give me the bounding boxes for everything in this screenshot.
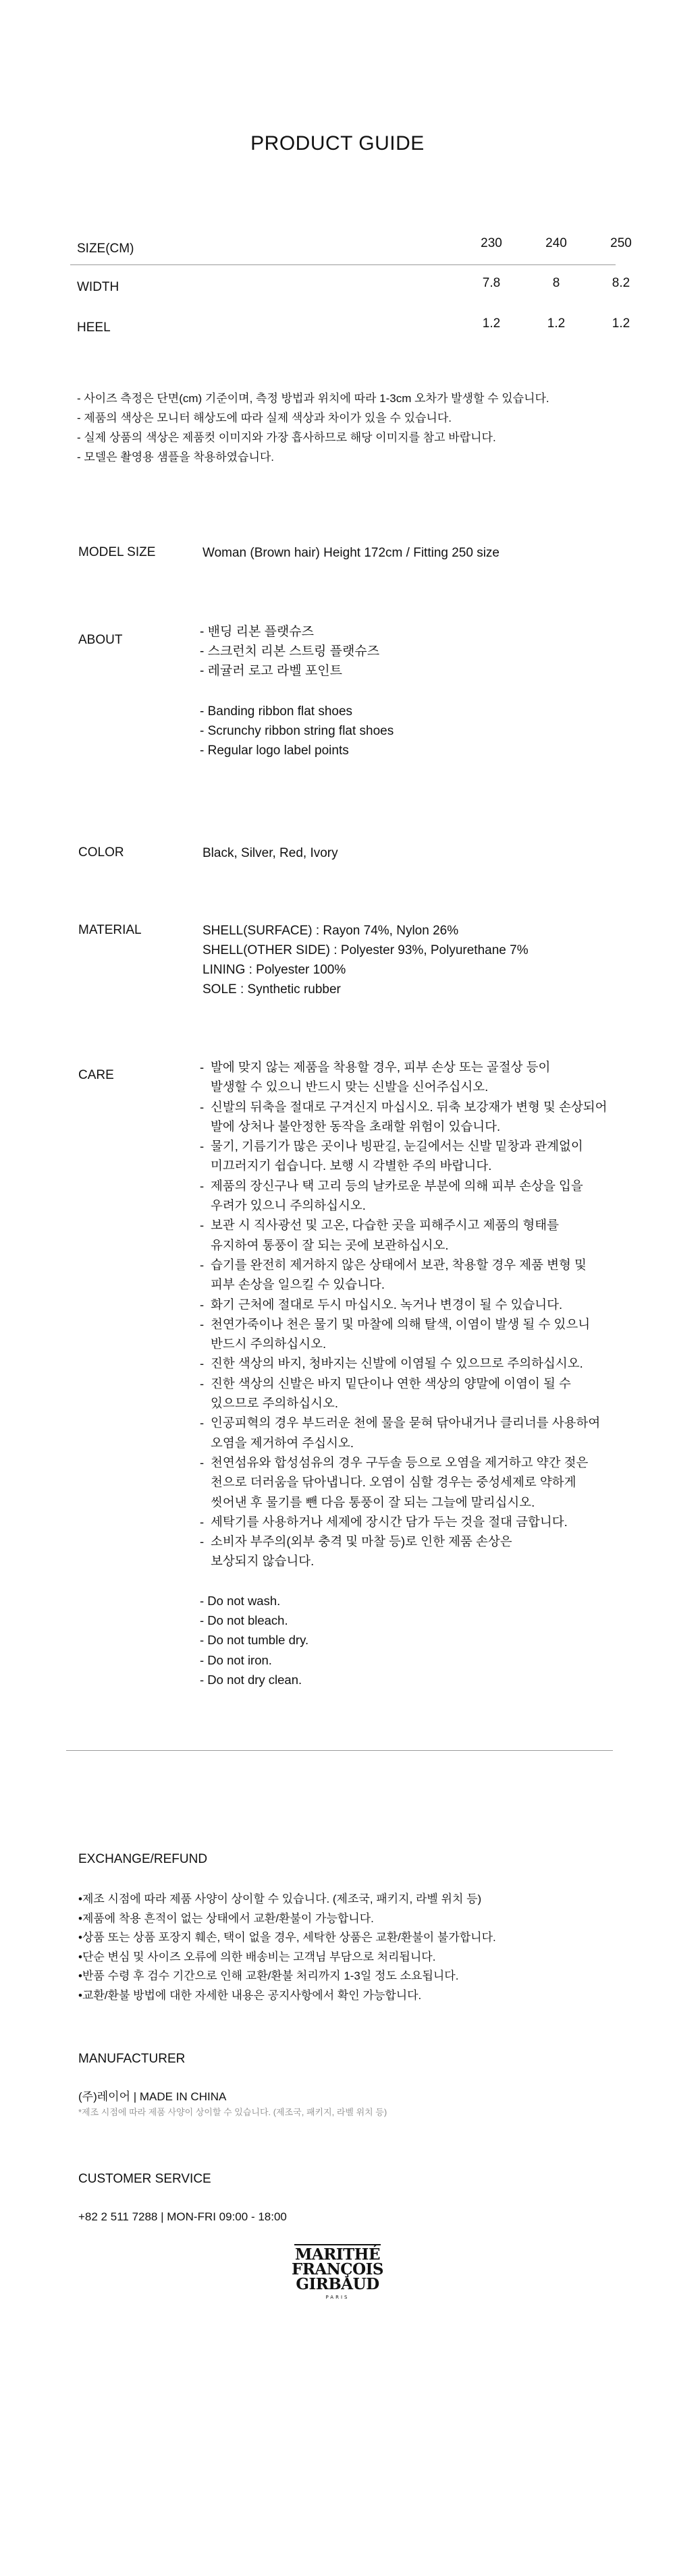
care-line: 반드시 주의하십시오. — [211, 1337, 327, 1351]
care-line: 소비자 부주의(외부 충격 및 마찰 등)로 인한 제품 손상은 — [211, 1534, 512, 1549]
care-item: - 물기, 기름기가 많은 곳이나 빙판길, 눈길에서는 신발 밑창과 관계없이 미끄러지기 쉽습니다. 보행 시 각별한 주의 바랍니다. — [200, 1136, 618, 1176]
about-list-english — [200, 702, 394, 760]
about-label: ABOUT — [78, 633, 123, 647]
care-item: - 세탁기를 사용하거나 세제에 장시간 담가 두는 것을 절대 금합니다. — [200, 1512, 618, 1532]
list-item: - 밴딩 리본 플랫슈즈 — [200, 625, 314, 639]
care-line: 천연가죽이나 천은 물기 및 마찰에 의해 탈색, 이염이 발생 될 수 있으니 — [211, 1316, 591, 1331]
logo-line: GIRBAUD — [296, 2275, 379, 2293]
model-size-label: MODEL SIZE — [78, 545, 156, 559]
care-line: 있으므로 주의하십시오. — [211, 1396, 338, 1411]
manufacturer-label: MANUFACTURER — [78, 2052, 186, 2066]
exchange-label: EXCHANGE/REFUND — [78, 1852, 208, 1866]
list-item: - 레귤러 로고 라벨 포인트 — [200, 664, 342, 678]
material-line: SOLE : Synthetic rubber — [202, 982, 341, 997]
care-item: - 화기 근처에 절대로 두시 마십시오. 녹거나 변경이 될 수 있습니다. — [200, 1295, 618, 1314]
size-header-230: 230 — [481, 236, 502, 250]
page-title: PRODUCT GUIDE — [250, 132, 425, 155]
cell-value: 1.2 — [612, 316, 630, 331]
care-line: 세탁기를 사용하거나 세제에 장시간 담가 두는 것을 절대 금합니다. — [211, 1514, 568, 1529]
care-line: 발생할 수 있으니 반드시 맞는 신발을 신어주십시오. — [211, 1080, 489, 1094]
exchange-line: •교환/환불 방법에 대한 자세한 내용은 공지사항에서 확인 가능합니다. — [78, 1988, 422, 2002]
material-line: SHELL(OTHER SIDE) : Polyester 93%, Polyurethane 7% — [202, 943, 529, 957]
care-line: 습기를 완전히 제거하지 않은 상태에서 보관, 착용할 경우 제품 변형 및 — [211, 1257, 587, 1272]
care-line: 진한 색상의 바지, 청바지는 신발에 이염될 수 있으므로 주의하십시오. — [211, 1356, 583, 1371]
cell-value: 1.2 — [482, 316, 501, 331]
care-line: 인공피혁의 경우 부드러운 천에 물을 묻혀 닦아내거나 클리너를 사용하여 — [211, 1416, 601, 1430]
logo-line: FRANÇOIS — [291, 2260, 384, 2278]
customer-service-value: +82 2 511 7288 | MON-FRI 09:00 - 18:00 — [78, 2210, 287, 2223]
exchange-list — [78, 1890, 496, 2006]
cell-value: 8 — [552, 276, 560, 290]
cell-value: 1.2 — [547, 316, 566, 331]
note-line: - 실제 상품의 색상은 제품컷 이미지와 가장 흡사하므로 해당 이미지를 참고 바랍니다. — [77, 431, 496, 444]
list-item: - Scrunchy ribbon string flat shoes — [200, 724, 394, 738]
care-item: - 천연가죽이나 천은 물기 및 마찰에 의해 탈색, 이염이 발생 될 수 있으니 반드시 주의하십시오. — [200, 1314, 618, 1354]
row-label: WIDTH — [77, 280, 119, 294]
note-line: - 사이즈 측정은 단면(cm) 기준이며, 측정 방법과 위치에 따라 1-3cm 오차가 발생할 수 있습니다. — [77, 392, 549, 405]
care-line: 피부 손상을 일으킬 수 있습니다. — [211, 1277, 385, 1292]
cell-value: 7.8 — [482, 276, 501, 290]
table-row-width — [70, 265, 630, 306]
care-line: 천연섬유와 합성섬유의 경우 구두솔 등으로 오염을 제거하고 약간 젖은 — [211, 1455, 589, 1469]
logo-line: MARITHÉ — [294, 2245, 381, 2264]
care-label: CARE — [78, 1068, 114, 1082]
list-item: - Banding ribbon flat shoes — [200, 704, 353, 719]
care-line: 발에 맞지 않는 제품을 착용할 경우, 피부 손상 또는 골절상 등이 — [211, 1060, 551, 1074]
material-label: MATERIAL — [78, 923, 142, 937]
care-line: 천으로 더러움을 닦아냅니다. 오염이 심할 경우는 중성세제로 약하게 — [211, 1475, 576, 1490]
material-line: SHELL(SURFACE) : Rayon 74%, Nylon 26% — [202, 924, 459, 938]
care-english-line: - Do not bleach. — [200, 1613, 288, 1628]
material-list — [202, 921, 529, 999]
note-line: - 모델은 촬영용 샘플을 착용하였습니다. — [77, 451, 275, 464]
logo-city: PARIS — [325, 2295, 350, 2300]
size-header-250: 250 — [610, 236, 632, 250]
care-line: 화기 근처에 절대로 두시 마십시오. 녹거나 변경이 될 수 있습니다. — [211, 1297, 563, 1312]
care-item: - 진한 색상의 바지, 청바지는 신발에 이염될 수 있으므로 주의하십시오. — [200, 1353, 618, 1373]
manufacturer-note: *제조 시점에 따라 제품 사양이 상이할 수 있습니다. (제조국, 패키지, 라벨 위치 등) — [78, 2107, 387, 2117]
care-english-line: - Do not iron. — [200, 1652, 272, 1667]
table-row-heel — [70, 306, 630, 346]
care-item: - 습기를 완전히 제거하지 않은 상태에서 보관, 착용할 경우 제품 변형 및 피부 손상을 일으킬 수 있습니다. — [200, 1255, 618, 1295]
care-line: 신발의 뒤축을 절대로 구겨신지 마십시오. 뒤축 보강재가 변형 및 손상되어 — [211, 1099, 608, 1114]
exchange-line: •제조 시점에 따라 제품 사양이 상이할 수 있습니다. (제조국, 패키지, 라벨 위치 등) — [78, 1893, 482, 1905]
care-english-line: - Do not tumble dry. — [200, 1633, 309, 1648]
color-label: COLOR — [78, 845, 124, 860]
care-line: 제품의 장신구나 택 고리 등의 날카로운 부분에 의해 피부 손상을 입을 — [211, 1178, 583, 1193]
note-line: - 제품의 색상은 모니터 해상도에 따라 실제 색상과 차이가 있을 수 있습니다. — [77, 412, 452, 424]
size-header-240: 240 — [545, 236, 567, 250]
care-item: - 천연섬유와 합성섬유의 경우 구두솔 등으로 오염을 제거하고 약간 젖은 천으로 더러움을 닦아냅니다. 오염이 심할 경우는 중성세제로 약하게 씻어낸 후 물기를 뺀 다음 통풍이 잘 되는 그늘에 말리십시오. — [200, 1453, 618, 1512]
exchange-line: •제품에 착용 흔적이 없는 상태에서 교환/환불이 가능합니다. — [78, 1911, 374, 1925]
care-line: 물기, 기름기가 많은 곳이나 빙판길, 눈길에서는 신발 밑창과 관계없이 — [211, 1139, 583, 1154]
care-item: - 진한 색상의 신발은 바지 밑단이나 연한 색상의 양말에 이염이 될 수 있으므로 주의하십시오. — [200, 1374, 618, 1413]
care-line: 보관 시 직사광선 및 고온, 다습한 곳을 피해주시고 제품의 형태를 — [211, 1218, 560, 1233]
size-header-label: SIZE(CM) — [77, 242, 134, 256]
size-table-header — [70, 229, 632, 265]
list-item: - 스크런치 리본 스트링 플랫슈즈 — [200, 644, 380, 659]
care-line: 진한 색상의 신발은 바지 밑단이나 연한 색상의 양말에 이염이 될 수 — [211, 1376, 571, 1391]
list-item: - Regular logo label points — [200, 744, 349, 758]
row-label: HEEL — [77, 320, 111, 335]
care-item: - 신발의 뒤축을 절대로 구겨신지 마십시오. 뒤축 보강재가 변형 및 손상되어 발에 상처나 불안정한 동작을 초래할 위험이 있습니다. — [200, 1097, 618, 1137]
care-line: 보상되지 않습니다. — [211, 1554, 315, 1569]
exchange-line: •반품 수령 후 검수 기간으로 인해 교환/환불 처리까지 1-3일 정도 소요됩니다. — [78, 1969, 459, 1983]
care-line: 우려가 있으니 주의하십시오. — [211, 1198, 366, 1213]
cell-value: 8.2 — [612, 276, 630, 290]
brand-logo — [290, 2244, 385, 2300]
size-notes — [77, 389, 549, 467]
about-list-korean — [200, 622, 379, 681]
section-divider — [66, 1750, 613, 1751]
care-item: - 발에 맞지 않는 제품을 착용할 경우, 피부 손상 또는 골절상 등이 발생할 수 있으니 반드시 맞는 신발을 신어주십시오. — [200, 1057, 618, 1097]
care-line: 오염을 제거하여 주십시오. — [211, 1435, 354, 1450]
exchange-line: •단순 변심 및 사이즈 오류에 의한 배송비는 고객님 부담으로 처리됩니다. — [78, 1950, 436, 1963]
care-english-line: - Do not dry clean. — [200, 1672, 302, 1687]
color-value: Black, Silver, Red, Ivory — [202, 846, 338, 860]
care-item: - 소비자 부주의(외부 충격 및 마찰 등)로 인한 제품 손상은 보상되지 않습니다. — [200, 1532, 618, 1571]
care-line: 발에 상처나 불안정한 동작을 초래할 위험이 있습니다. — [211, 1119, 501, 1133]
care-english-line: - Do not wash. — [200, 1593, 281, 1608]
care-line: 유지하여 통풍이 잘 되는 곳에 보관하십시오. — [211, 1237, 449, 1252]
care-item: - 제품의 장신구나 택 고리 등의 날카로운 부분에 의해 피부 손상을 입을 우려가 있으니 주의하십시오. — [200, 1176, 618, 1216]
care-line: 미끄러지기 쉽습니다. 보행 시 각별한 주의 바랍니다. — [211, 1158, 492, 1173]
care-list — [200, 1057, 618, 1689]
care-item: - 인공피혁의 경우 부드러운 천에 물을 묻혀 닦아내거나 클리너를 사용하여 오염을 제거하여 주십시오. — [200, 1413, 618, 1453]
care-line: 씻어낸 후 물기를 뺀 다음 통풍이 잘 되는 그늘에 말리십시오. — [211, 1494, 535, 1509]
care-item: - 보관 시 직사광선 및 고온, 다습한 곳을 피해주시고 제품의 형태를 유지하여 통풍이 잘 되는 곳에 보관하십시오. — [200, 1215, 618, 1255]
manufacturer-value: (주)레이어 | MADE IN CHINA — [78, 2090, 227, 2103]
material-line: LINING : Polyester 100% — [202, 963, 346, 977]
size-table — [70, 229, 632, 346]
customer-service-label: CUSTOMER SERVICE — [78, 2172, 211, 2186]
model-size-value: Woman (Brown hair) Height 172cm / Fitting 250 size — [202, 546, 500, 560]
exchange-line: •상품 또는 상품 포장지 훼손, 택이 없을 경우, 세탁한 상품은 교환/환불이 불가합니다. — [78, 1931, 496, 1944]
